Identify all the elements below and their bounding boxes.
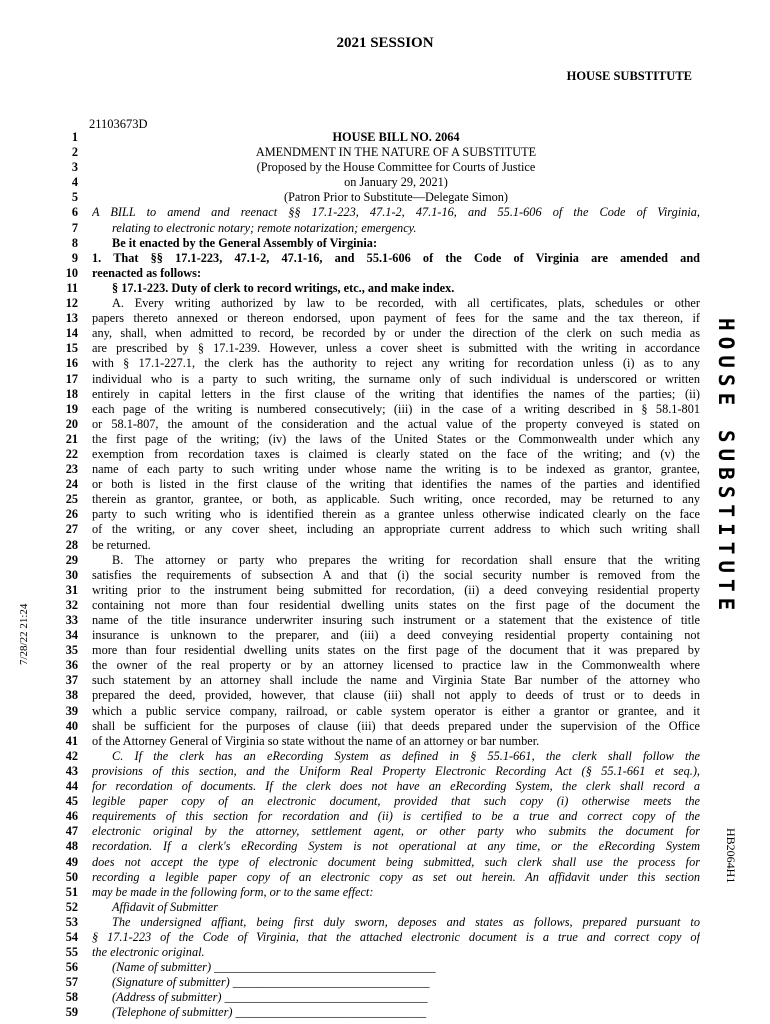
line-number: 33 bbox=[65, 613, 78, 627]
line-text: individual who is a party to such writing, the surname only of such individual is underscored or written bbox=[92, 371, 700, 386]
line-text: A. Every writing authorized by law to be recorded, with all certificates, plats, schedules or other bbox=[112, 296, 700, 311]
line-number: 37 bbox=[65, 673, 78, 688]
line-number: 13 bbox=[65, 311, 78, 326]
bill-line bbox=[58, 522, 700, 537]
bill-line bbox=[58, 538, 700, 553]
bill-line bbox=[58, 175, 700, 190]
line-text: which a public service company, railroad, or cable system operator is either a grantor or grantee, and it bbox=[92, 703, 700, 718]
bill-line bbox=[58, 870, 700, 885]
bill-line bbox=[58, 704, 700, 719]
line-number: 36 bbox=[65, 658, 78, 673]
bill-line bbox=[58, 432, 700, 447]
line-text: any, shall, when admitted to record, be recorded by or under the direction of the clerk on such media as bbox=[92, 326, 700, 341]
bill-line bbox=[58, 221, 700, 236]
line-number: 57 bbox=[65, 975, 78, 990]
line-number: 49 bbox=[65, 854, 78, 869]
line-text: may be made in the following form, or to the same effect: bbox=[92, 884, 374, 899]
line-text: name of each party to such writing under whose name the writing is to be indexed as grantor, grantee, bbox=[92, 462, 700, 477]
line-number: 35 bbox=[65, 643, 78, 658]
bill-line bbox=[58, 160, 700, 175]
line-number: 54 bbox=[65, 929, 78, 944]
bill-line bbox=[58, 130, 700, 145]
session-heading: 2021 SESSION bbox=[336, 35, 434, 51]
bill-line bbox=[58, 145, 700, 160]
bill-line bbox=[58, 326, 700, 341]
line-text: C. If the clerk has an eRecording System as defined in § 55.1-661, the clerk shall follow the bbox=[112, 748, 700, 763]
line-text: relating to electronic notary; remote notarization; emergency. bbox=[112, 220, 417, 235]
document-id: 21103673D bbox=[89, 117, 148, 131]
line-number: 21 bbox=[65, 431, 78, 446]
line-text: legible paper copy of an electronic document, provided that such copy (i) otherwise meets the bbox=[92, 794, 700, 809]
line-number: 26 bbox=[65, 507, 78, 522]
print-datestamp: 7/28/22 21:24 bbox=[18, 603, 30, 665]
line-number: 50 bbox=[65, 869, 78, 884]
bill-line bbox=[58, 190, 700, 205]
line-text: of the writing, or any cover sheet, including an appropriate current address to which such writing shall bbox=[92, 522, 700, 537]
line-text: satisfies the requirements of subsection A and that (i) the social security number is removed from the bbox=[92, 567, 700, 582]
bill-line bbox=[58, 643, 700, 658]
line-number: 34 bbox=[65, 628, 78, 643]
line-text: 1. That §§ 17.1-223, 47.1-2, 47.1-16, and 55.1-606 of the Code of Virginia are amended and bbox=[92, 250, 700, 265]
line-number: 4 bbox=[71, 175, 78, 190]
line-text: reenacted as follows: bbox=[92, 265, 202, 280]
bill-line bbox=[58, 794, 700, 809]
line-number: 15 bbox=[65, 341, 78, 356]
bill-line bbox=[58, 1005, 700, 1020]
line-number: 52 bbox=[65, 899, 78, 914]
bill-line bbox=[58, 462, 700, 477]
line-text: electronic original by the attorney, settlement agent, or other party who submits the document for bbox=[92, 824, 700, 839]
side-margin-title: HOUSE SUBSTITUTE bbox=[714, 318, 738, 617]
line-text: Be it enacted by the General Assembly of Virginia: bbox=[112, 235, 378, 250]
bill-line bbox=[58, 779, 700, 794]
line-text: prepared the deed, provided, however, that clause (iii) shall not apply to deeds of trust or to deeds in bbox=[92, 688, 700, 703]
bill-line bbox=[58, 492, 700, 507]
line-text: shall be sufficient for the purposes of clause (iii) that deeds prepared under the supervision of the Office bbox=[92, 718, 700, 733]
bill-line bbox=[58, 975, 700, 990]
bill-line bbox=[58, 447, 700, 462]
bill-line bbox=[58, 387, 700, 402]
bill-line bbox=[58, 930, 700, 945]
bill-line bbox=[58, 568, 700, 583]
line-number: 22 bbox=[65, 446, 78, 461]
line-number: 44 bbox=[65, 779, 78, 794]
bill-line bbox=[58, 900, 700, 915]
bill-line bbox=[58, 553, 700, 568]
bill-line bbox=[58, 839, 700, 854]
line-text: (Telephone of submitter) _______________________________ bbox=[112, 1005, 427, 1020]
bill-line bbox=[58, 372, 700, 387]
bill-line bbox=[58, 885, 700, 900]
line-text: party to such writing who is identified therein as a grantee unless otherwise indicated clearly on the face bbox=[92, 507, 700, 522]
line-text: § 17.1-223 of the Code of Virginia, that the attached electronic document is a true and correct copy of bbox=[92, 929, 700, 944]
line-text: with § 17.1-227.1, the clerk has the authority to reject any writing for recordation unless (i) as to any bbox=[92, 356, 700, 371]
bill-line bbox=[58, 205, 700, 220]
line-number: 56 bbox=[65, 960, 78, 975]
line-number: 39 bbox=[65, 703, 78, 718]
line-text: § 17.1-223. Duty of clerk to record writings, etc., and make index. bbox=[112, 280, 455, 295]
line-number: 19 bbox=[65, 401, 78, 416]
line-number: 43 bbox=[65, 763, 78, 778]
line-text: requirements of this section for recordation and (ii) is certified to be a true and correct copy of the bbox=[92, 809, 700, 824]
line-text: Affidavit of Submitter bbox=[112, 899, 218, 914]
bill-line bbox=[58, 688, 700, 703]
bill-text-body bbox=[58, 130, 700, 1021]
line-text: AMENDMENT IN THE NATURE OF A SUBSTITUTE bbox=[255, 145, 537, 160]
bill-line bbox=[58, 341, 700, 356]
line-text: for recordation of documents. If the clerk does not have an eRecording System, the clerk shall record a bbox=[92, 779, 700, 794]
line-number: 23 bbox=[65, 462, 78, 477]
line-text: more than four residential dwelling units states on the first page of the document that it was prepared by bbox=[92, 643, 700, 658]
bill-line bbox=[58, 507, 700, 522]
line-number: 46 bbox=[65, 809, 78, 824]
line-text: papers thereto annexed or thereon endorsed, upon payment of fees for the same and the tax thereon, if bbox=[92, 311, 700, 326]
line-number: 14 bbox=[65, 326, 78, 341]
line-text: (Proposed by the House Committee for Courts of Justice bbox=[256, 160, 536, 175]
line-text: the first page of the writing; (iv) the laws of the United States or the Commonwealth under which any bbox=[92, 431, 700, 446]
line-text: on January 29, 2021) bbox=[344, 175, 448, 190]
line-number: 25 bbox=[65, 492, 78, 507]
line-text: The undersigned affiant, being first duly sworn, deposes and states as follows, prepared pursuant to bbox=[112, 914, 700, 929]
line-text: exemption from recordation taxes is claimed is clearly stated on the face of the writing; and (v) the bbox=[92, 446, 700, 461]
line-text: containing not more than four residential dwelling units states on the first page of the document the bbox=[92, 597, 700, 612]
line-number: 42 bbox=[65, 748, 78, 763]
line-number: 51 bbox=[65, 884, 78, 899]
line-number: 59 bbox=[65, 1005, 78, 1020]
line-text: A BILL to amend and reenact §§ 17.1-223, 47.1-2, 47.1-16, and 55.1-606 of the Code of Virginia, bbox=[92, 205, 700, 220]
line-number: 18 bbox=[65, 386, 78, 401]
line-number: 5 bbox=[71, 190, 78, 205]
bill-line bbox=[58, 583, 700, 598]
bill-line bbox=[58, 764, 700, 779]
line-text: be returned. bbox=[92, 537, 151, 552]
line-text: recording a legible paper copy of an electronic copy as set out herein. An affidavit under this section bbox=[92, 869, 700, 884]
line-text: or both is listed in the first clause of the writing that identifies the names of the parties and identified bbox=[92, 477, 700, 492]
line-number: 28 bbox=[65, 537, 78, 552]
line-number: 30 bbox=[65, 567, 78, 582]
bill-line bbox=[58, 824, 700, 839]
line-number: 31 bbox=[65, 582, 78, 597]
bill-line bbox=[58, 417, 700, 432]
bill-line bbox=[58, 628, 700, 643]
bill-line bbox=[58, 477, 700, 492]
line-number: 48 bbox=[65, 839, 78, 854]
line-text: of the Attorney General of Virginia so state without the name of an attorney or bar number. bbox=[92, 733, 540, 748]
line-text: writing prior to the instrument being submitted for recordation, (ii) a deed conveying residential property bbox=[92, 582, 700, 597]
bill-line bbox=[58, 990, 700, 1005]
line-text: HOUSE BILL NO. 2064 bbox=[332, 130, 460, 144]
line-number: 8 bbox=[71, 235, 78, 250]
line-text: each page of the writing is numbered consecutively; (iii) in the case of a writing described in § 58.1-801 bbox=[92, 401, 700, 416]
bill-line bbox=[58, 598, 700, 613]
bill-line bbox=[58, 749, 700, 764]
line-number: 58 bbox=[65, 990, 78, 1005]
line-number: 32 bbox=[65, 597, 78, 612]
line-number: 9 bbox=[71, 250, 78, 265]
bill-line bbox=[58, 719, 700, 734]
line-number: 10 bbox=[65, 265, 78, 280]
line-number: 53 bbox=[65, 914, 78, 929]
line-number: 3 bbox=[71, 160, 78, 175]
line-number: 29 bbox=[65, 552, 78, 567]
bill-line bbox=[58, 915, 700, 930]
substitute-label: HOUSE SUBSTITUTE bbox=[566, 69, 692, 83]
line-text: the owner of the real property or by an attorney licensed to practice law in the Commonwealth where bbox=[92, 658, 700, 673]
line-number: 7 bbox=[71, 220, 78, 235]
line-number: 11 bbox=[66, 280, 78, 295]
line-text: such statement by an attorney shall include the name and Virginia State Bar number of the attorney who bbox=[92, 673, 700, 688]
line-number: 47 bbox=[65, 824, 78, 839]
line-number: 38 bbox=[65, 688, 78, 703]
line-text: entirely in capital letters in the first clause of the writing that identifies the names of the parties; (ii) bbox=[92, 386, 700, 401]
line-number: 45 bbox=[65, 794, 78, 809]
bill-line bbox=[58, 281, 700, 296]
line-number: 17 bbox=[65, 371, 78, 386]
bill-line bbox=[58, 251, 700, 266]
line-text: (Patron Prior to Substitute—Delegate Simon) bbox=[283, 190, 509, 205]
line-text: (Name of submitter) ____________________________________ bbox=[112, 960, 436, 975]
line-text: (Address of submitter) _________________________________ bbox=[112, 990, 428, 1005]
line-text: provisions of this section, and the Uniform Real Property Electronic Recording Act (§ 55.1-661 et seq.), bbox=[92, 763, 700, 778]
bill-line bbox=[58, 673, 700, 688]
line-number: 12 bbox=[65, 296, 78, 311]
line-number: 24 bbox=[65, 477, 78, 492]
bill-line bbox=[58, 658, 700, 673]
line-text: insurance is unknown to the preparer, and (iii) a deed conveying residential property containing not bbox=[92, 628, 700, 643]
line-number: 41 bbox=[65, 733, 78, 748]
line-number: 20 bbox=[65, 416, 78, 431]
bill-line bbox=[58, 266, 700, 281]
line-text: does not accept the type of electronic document being submitted, such clerk shall use the process for bbox=[92, 854, 700, 869]
line-text: the electronic original. bbox=[92, 945, 205, 960]
line-text: B. The attorney or party who prepares the writing for recordation shall ensure that the writing bbox=[112, 552, 700, 567]
side-margin-bill-code: HB2064H1 bbox=[724, 828, 738, 884]
line-text: (Signature of submitter) ________________________________ bbox=[112, 975, 430, 990]
line-number: 27 bbox=[65, 522, 78, 537]
line-number: 40 bbox=[65, 718, 78, 733]
bill-line bbox=[58, 809, 700, 824]
line-text: recordation. If a clerk's eRecording System is not operational at any time, or the eRecording System bbox=[92, 839, 700, 854]
line-text: or 58.1-807, the amount of the consideration and the actual value of the property conveyed is stated on bbox=[92, 416, 700, 431]
line-text: name of the title insurance underwriter insuring such instrument or a statement that the existence of title bbox=[92, 613, 700, 627]
bill-line bbox=[58, 236, 700, 251]
bill-line bbox=[58, 960, 700, 975]
bill-line bbox=[58, 613, 700, 628]
line-number: 16 bbox=[65, 356, 78, 371]
bill-line bbox=[58, 356, 700, 371]
bill-line bbox=[58, 296, 700, 311]
line-number: 2 bbox=[71, 145, 78, 160]
line-number: 55 bbox=[65, 945, 78, 960]
bill-line bbox=[58, 855, 700, 870]
line-number: 1 bbox=[71, 130, 78, 144]
line-text: therein as grantor, grantee, or both, as applicable. Such writing, once recorded, may be returned to any bbox=[92, 492, 700, 507]
line-number: 6 bbox=[71, 205, 78, 220]
line-text: are prescribed by § 17.1-239. However, unless a cover sheet is submitted with the writing in accordance bbox=[92, 341, 700, 356]
bill-line bbox=[58, 945, 700, 960]
bill-line bbox=[58, 734, 700, 749]
bill-line bbox=[58, 402, 700, 417]
bill-line bbox=[58, 311, 700, 326]
